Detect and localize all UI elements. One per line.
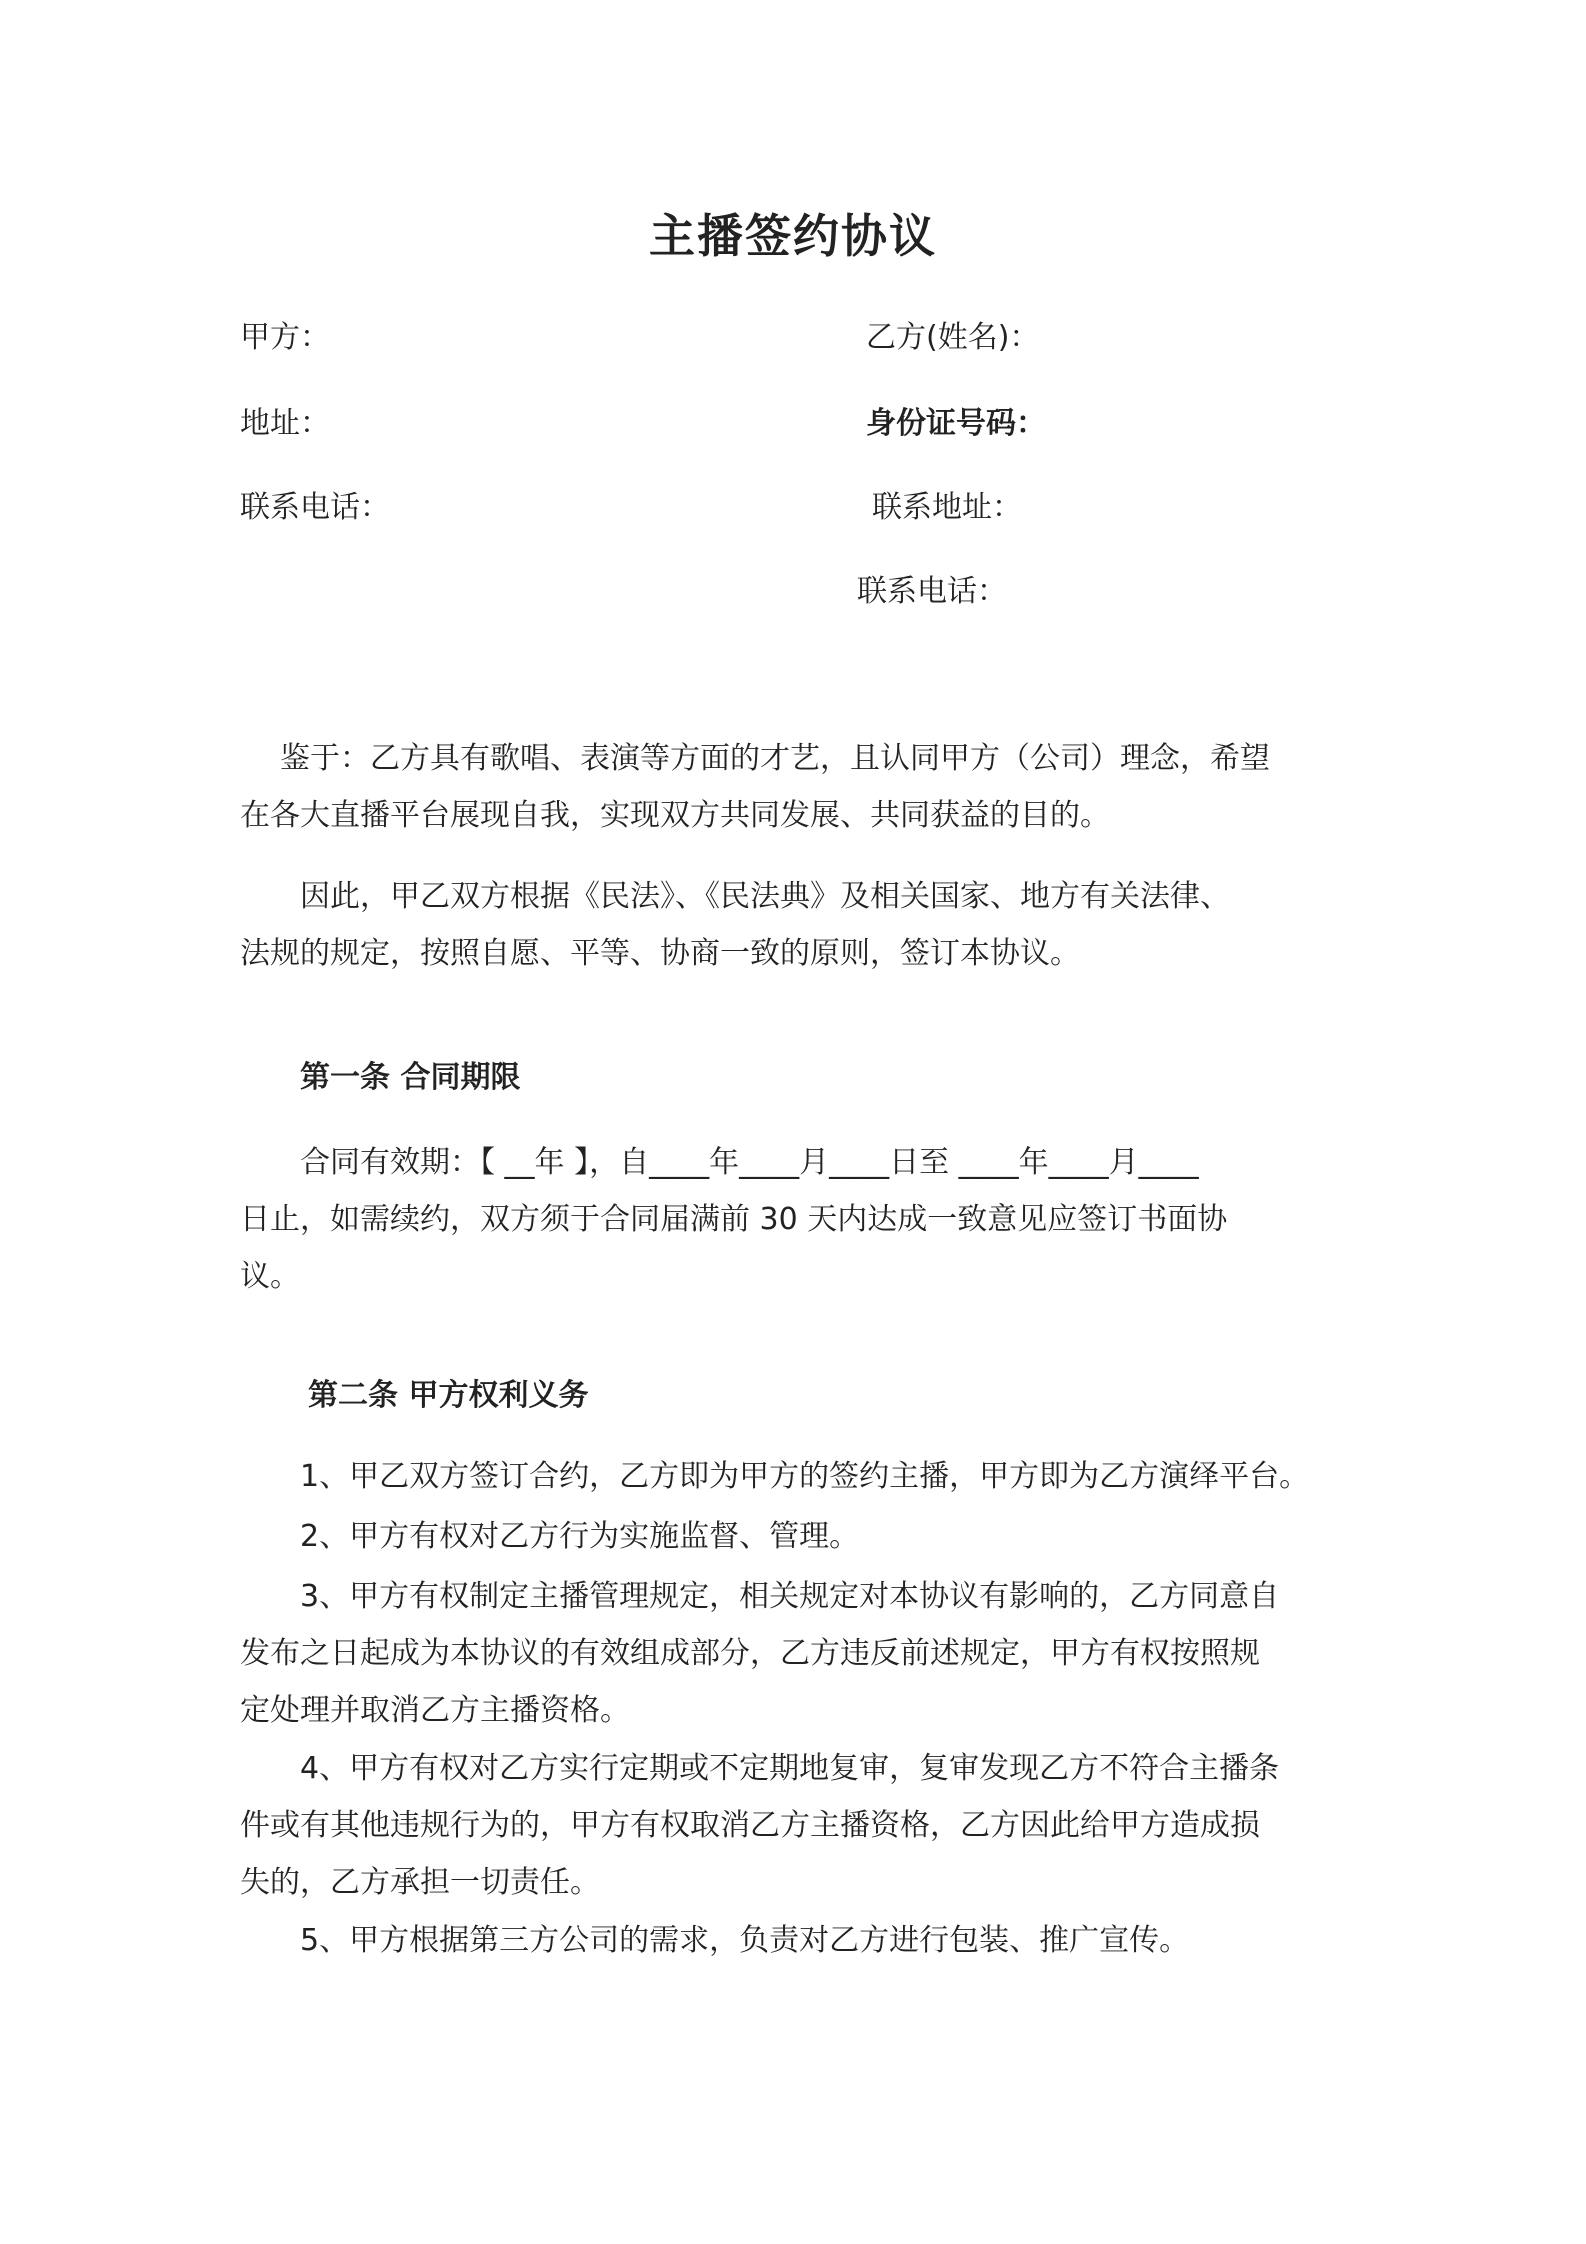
therefore-line-2: 法规的规定，按照自愿、平等、协商一致的原则，签订本协议。 <box>240 936 1080 971</box>
article-2-item-3-line-3: 定处理并取消乙方主播资格。 <box>240 1693 630 1728</box>
article-1-heading: 第一条 合同期限 <box>300 1060 521 1095</box>
article-1-line-3: 议。 <box>240 1259 300 1294</box>
article-2-item-3-line-2: 发布之日起成为本协议的有效组成部分，乙方违反前述规定，甲方有权按照规 <box>240 1636 1260 1671</box>
article-2-item-1-text: 1、甲乙双方签订合约，乙方即为甲方的签约主播，甲方即为乙方演绎平台。 <box>300 1459 1310 1494</box>
party-a-phone-label: 联系电话： <box>240 490 390 525</box>
article-2-item-3 <box>240 1568 1380 1739</box>
article-1-paragraph <box>240 1134 1380 1305</box>
article-2-item-4-line-2: 件或有其他违规行为的，甲方有权取消乙方主播资格，乙方因此给甲方造成损 <box>240 1808 1260 1843</box>
therefore-paragraph <box>240 868 1380 982</box>
therefore-line-1: 因此，甲乙双方根据《民法》、《民法典》及相关国家、地方有关法律、 <box>300 879 1230 914</box>
article-2-heading: 第二条 甲方权利义务 <box>308 1378 589 1413</box>
article-2-item-4 <box>240 1740 1380 1911</box>
article-1-line-1: 合同有效期：【 __年 】，自____年____月____日至 ____年____月____ <box>300 1145 1199 1180</box>
article-2-item-5 <box>240 1912 1380 1969</box>
address-label: 地址： <box>240 406 330 441</box>
whereas-line-1: 鉴于：乙方具有歌唱、表演等方面的才艺，且认同甲方（公司）理念，希望 <box>280 741 1270 776</box>
document-title: 主播签约协议 <box>649 209 937 263</box>
article-1-line-2: 日止，如需续约，双方须于合同届满前 30 天内达成一致意见应签订书面协 <box>240 1202 1228 1237</box>
whereas-paragraph <box>240 730 1380 844</box>
article-2-item-4-line-3: 失的，乙方承担一切责任。 <box>240 1865 600 1900</box>
article-2-item-4-line-1: 4、甲方有权对乙方实行定期或不定期地复审，复审发现乙方不符合主播条 <box>300 1751 1280 1786</box>
article-2-item-2 <box>240 1508 1380 1565</box>
party-b-phone-label: 联系电话： <box>857 574 1007 609</box>
article-2-item-1 <box>240 1448 1380 1505</box>
article-2-item-2-text: 2、甲方有权对乙方行为实施监督、管理。 <box>300 1519 860 1554</box>
id-number-label: 身份证号码： <box>866 406 1046 441</box>
party-a-label: 甲方： <box>240 320 330 355</box>
article-2-item-5-text: 5、甲方根据第三方公司的需求，负责对乙方进行包装、推广宣传。 <box>300 1923 1190 1958</box>
article-2-item-3-line-1: 3、甲方有权制定主播管理规定，相关规定对本协议有影响的，乙方同意自 <box>300 1579 1280 1614</box>
whereas-line-2: 在各大直播平台展现自我，实现双方共同发展、共同获益的目的。 <box>240 798 1110 833</box>
party-b-address-label: 联系地址： <box>872 490 1022 525</box>
party-b-name-label: 乙方(姓名)： <box>866 320 1040 355</box>
